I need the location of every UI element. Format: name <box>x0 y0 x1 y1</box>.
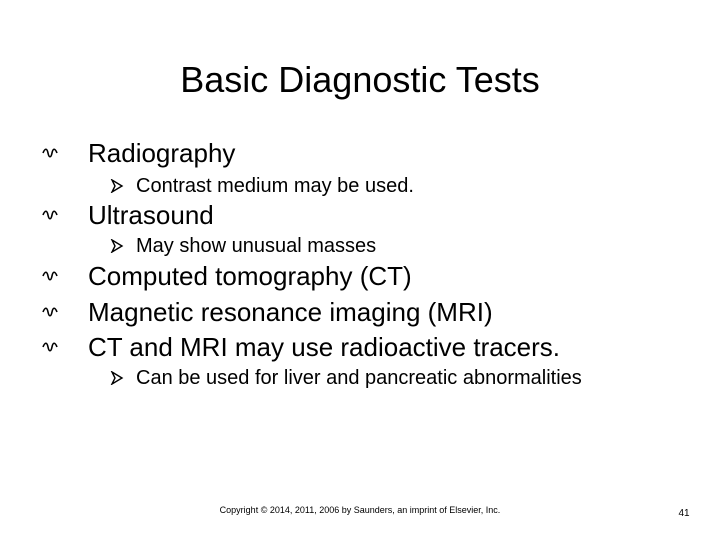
page-number: 41 <box>678 508 690 519</box>
bullet-label: Magnetic resonance imaging (MRI) <box>88 297 493 327</box>
sub-bullet-label: May show unusual masses <box>136 235 377 257</box>
wavy-bullet-icon <box>42 146 58 160</box>
sub-bullet-label: Can be used for liver and pancreatic abnormalities <box>136 367 582 389</box>
bullet-item-radiography <box>42 135 235 171</box>
wavy-bullet-icon <box>42 269 58 283</box>
bullet-item-tracers <box>42 329 560 365</box>
bullet-label: Computed tomography (CT) <box>88 261 412 291</box>
bullet-label: Radiography <box>88 138 236 168</box>
bullet-item-ultrasound <box>42 197 214 233</box>
bullet-label: CT and MRI may use radioactive tracers. <box>88 332 561 362</box>
arrowhead-icon <box>110 239 124 253</box>
bullet-item-mri <box>42 294 493 330</box>
wavy-bullet-icon <box>42 208 58 222</box>
wavy-bullet-icon <box>42 340 58 354</box>
sub-bullet-contrast <box>110 172 414 200</box>
arrowhead-icon <box>110 371 124 385</box>
copyright-footer: Copyright © 2014, 2011, 2006 by Saunders, an imprint of Elsevier, Inc. <box>219 505 501 515</box>
bullet-item-ct <box>42 258 412 294</box>
wavy-bullet-icon <box>42 305 58 319</box>
sub-bullet-liver <box>110 364 582 392</box>
slide-title: Basic Diagnostic Tests <box>180 59 540 100</box>
sub-bullet-label: Contrast medium may be used. <box>136 175 414 197</box>
sub-bullet-masses <box>110 232 376 260</box>
arrowhead-icon <box>110 179 124 193</box>
bullet-label: Ultrasound <box>88 200 214 230</box>
